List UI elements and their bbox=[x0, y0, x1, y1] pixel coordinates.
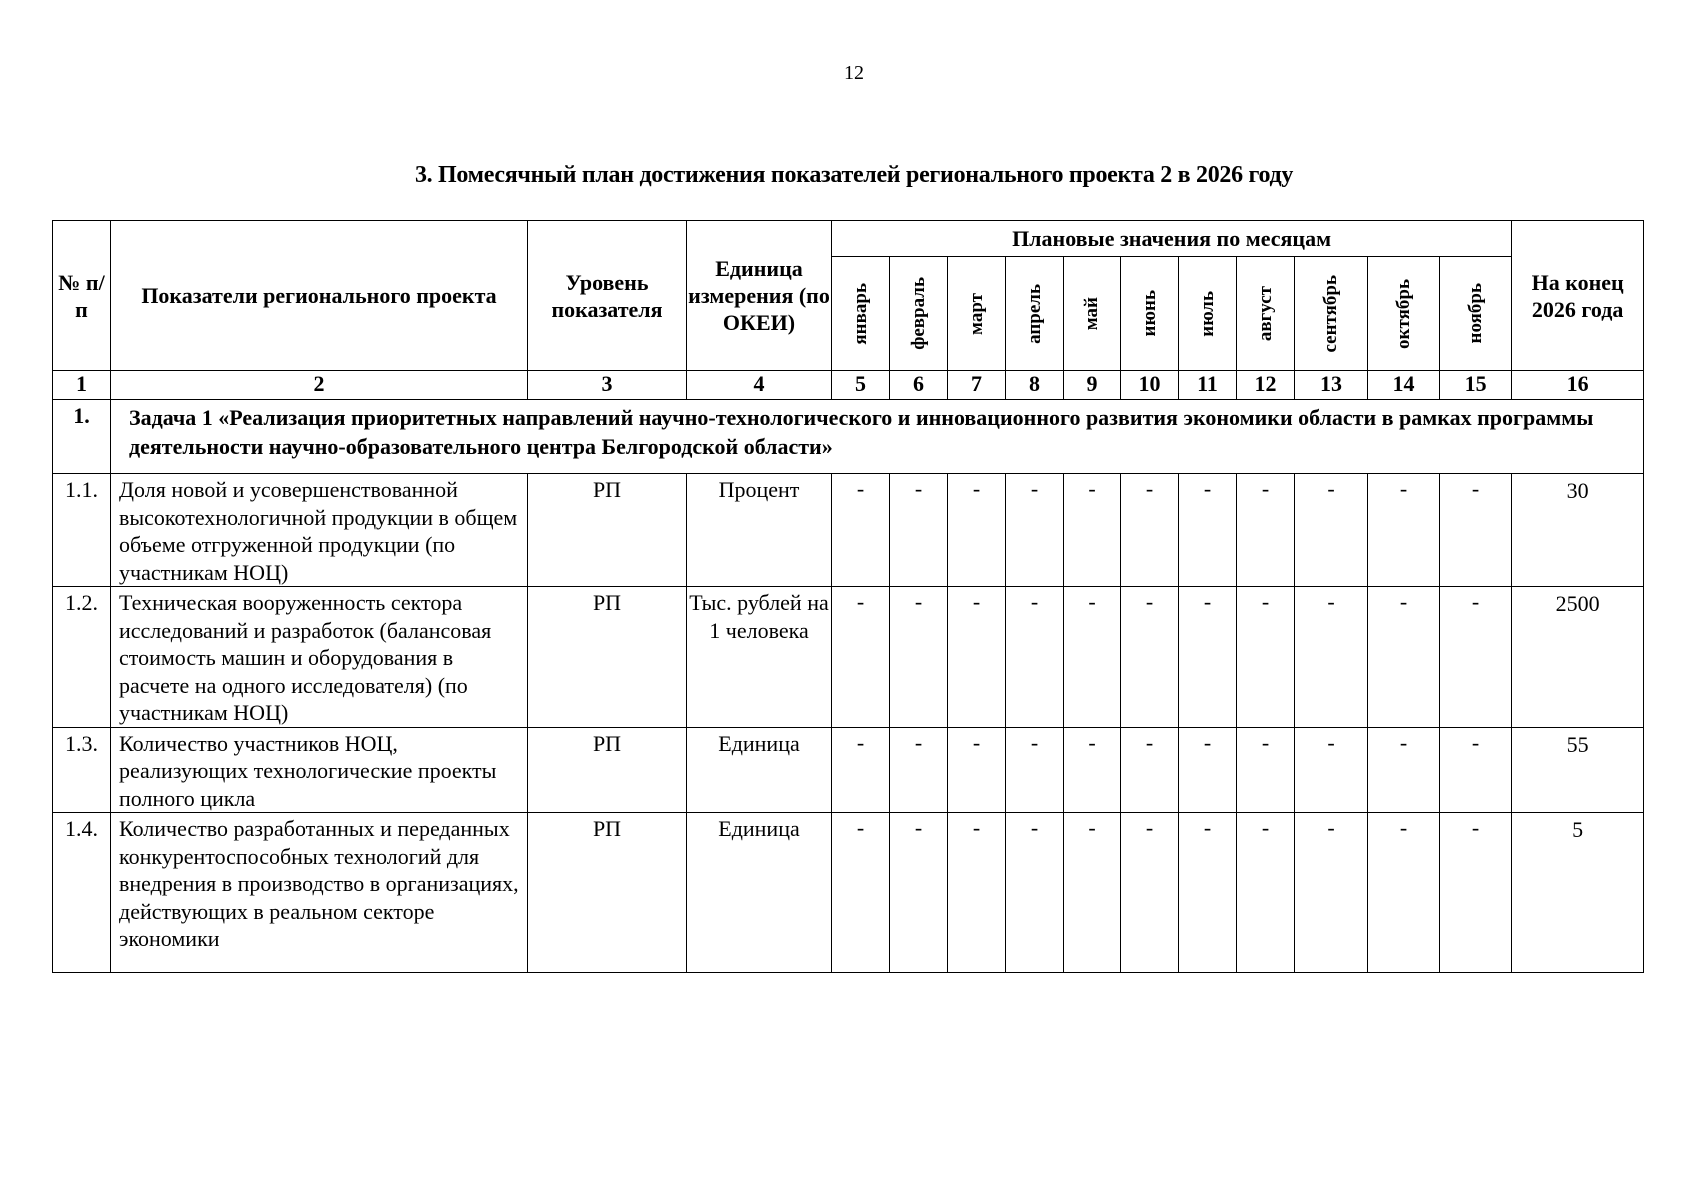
column-number: 3 bbox=[528, 371, 687, 400]
column-number: 6 bbox=[890, 371, 948, 400]
header-number: № п/п bbox=[53, 221, 111, 371]
column-numbers-row bbox=[53, 371, 1644, 400]
month-value: - bbox=[832, 587, 890, 728]
page-number: 12 bbox=[844, 62, 864, 84]
month-value: - bbox=[1006, 813, 1064, 973]
row-index: 1.2. bbox=[53, 587, 111, 728]
table-row bbox=[53, 587, 1644, 728]
month-value: - bbox=[890, 727, 948, 813]
end-of-year-value: 5 bbox=[1512, 813, 1644, 973]
month-value: - bbox=[1121, 813, 1179, 973]
row-index: 1.1. bbox=[53, 474, 111, 587]
month-value: - bbox=[1237, 587, 1295, 728]
indicator-level: РП bbox=[528, 813, 687, 973]
row-index: 1.4. bbox=[53, 813, 111, 973]
header-end-of-year: На конец 2026 года bbox=[1512, 221, 1644, 371]
month-value: - bbox=[1368, 474, 1440, 587]
indicator-unit: Единица bbox=[687, 813, 832, 973]
month-value: - bbox=[1121, 474, 1179, 587]
indicator-rows bbox=[53, 474, 1644, 973]
header-planned-values: Плановые значения по месяцам bbox=[832, 221, 1512, 257]
header-month bbox=[1064, 257, 1121, 371]
column-number: 2 bbox=[111, 371, 528, 400]
header-month bbox=[1179, 257, 1237, 371]
header-month bbox=[832, 257, 890, 371]
month-value: - bbox=[1006, 727, 1064, 813]
month-value: - bbox=[1179, 727, 1237, 813]
end-of-year-value: 30 bbox=[1512, 474, 1644, 587]
header-month bbox=[1121, 257, 1179, 371]
month-value: - bbox=[1006, 587, 1064, 728]
month-label: февраль bbox=[907, 277, 929, 350]
header-month bbox=[1006, 257, 1064, 371]
task-number: 1. bbox=[53, 400, 111, 474]
header-row-top bbox=[53, 221, 1644, 257]
month-label: сентябрь bbox=[1320, 274, 1341, 353]
month-value: - bbox=[832, 474, 890, 587]
column-number: 4 bbox=[687, 371, 832, 400]
header-level: Уровень показателя bbox=[528, 221, 687, 371]
month-value: - bbox=[948, 813, 1006, 973]
end-of-year-value: 55 bbox=[1512, 727, 1644, 813]
month-label: ноябрь bbox=[1464, 283, 1486, 344]
month-value: - bbox=[1179, 474, 1237, 587]
column-number: 15 bbox=[1440, 371, 1512, 400]
indicator-unit: Процент bbox=[687, 474, 832, 587]
month-value: - bbox=[1440, 727, 1512, 813]
header-month bbox=[1368, 257, 1440, 371]
month-value: - bbox=[1237, 474, 1295, 587]
column-number: 16 bbox=[1512, 371, 1644, 400]
month-label: январь bbox=[849, 282, 871, 345]
month-value: - bbox=[832, 813, 890, 973]
table-row bbox=[53, 813, 1644, 973]
column-number: 7 bbox=[948, 371, 1006, 400]
month-value: - bbox=[948, 474, 1006, 587]
header-month bbox=[890, 257, 948, 371]
indicator-name: Доля новой и усовершенствованной высокотехнологичной продукции в общем объеме отгруженной продукции (по участникам НОЦ) bbox=[111, 474, 528, 587]
month-value: - bbox=[890, 813, 948, 973]
column-number: 12 bbox=[1237, 371, 1295, 400]
indicator-name: Количество разработанных и переданных конкурентоспособных технологий для внедрения в производство в организациях, действующих в реальном секторе экономики bbox=[111, 813, 528, 973]
month-value: - bbox=[948, 727, 1006, 813]
header-month bbox=[948, 257, 1006, 371]
month-label: октябрь bbox=[1392, 278, 1414, 349]
month-value: - bbox=[1368, 727, 1440, 813]
column-number: 10 bbox=[1121, 371, 1179, 400]
header-month bbox=[1237, 257, 1295, 371]
table-row bbox=[53, 727, 1644, 813]
column-number: 14 bbox=[1368, 371, 1440, 400]
indicator-name: Количество участников НОЦ, реализующих технологические проекты полного цикла bbox=[111, 727, 528, 813]
month-value: - bbox=[1440, 813, 1512, 973]
month-value: - bbox=[1121, 587, 1179, 728]
month-value: - bbox=[1368, 587, 1440, 728]
month-value: - bbox=[832, 727, 890, 813]
indicator-level: РП bbox=[528, 474, 687, 587]
column-number: 8 bbox=[1006, 371, 1064, 400]
column-number: 11 bbox=[1179, 371, 1237, 400]
column-number: 1 bbox=[53, 371, 111, 400]
indicator-level: РП bbox=[528, 587, 687, 728]
monthly-plan-table bbox=[52, 220, 1644, 973]
month-label: апрель bbox=[1023, 283, 1045, 344]
row-index: 1.3. bbox=[53, 727, 111, 813]
month-value: - bbox=[1237, 813, 1295, 973]
header-month bbox=[1295, 257, 1368, 371]
month-value: - bbox=[890, 587, 948, 728]
month-value: - bbox=[948, 587, 1006, 728]
month-value: - bbox=[1064, 727, 1121, 813]
month-value: - bbox=[1368, 813, 1440, 973]
table-row bbox=[53, 474, 1644, 587]
task-row bbox=[53, 400, 1644, 474]
month-label: август bbox=[1254, 285, 1276, 342]
column-number: 9 bbox=[1064, 371, 1121, 400]
document-title: 3. Помесячный план достижения показателей регионального проекта 2 в 2026 году bbox=[414, 162, 1294, 188]
month-label: июль bbox=[1196, 290, 1218, 337]
header-unit: Единица измерения (по ОКЕИ) bbox=[687, 221, 832, 371]
month-value: - bbox=[1295, 587, 1368, 728]
header-month bbox=[1440, 257, 1512, 371]
column-number: 13 bbox=[1295, 371, 1368, 400]
task-description: Задача 1 «Реализация приоритетных направлений научно-технологического и инновационного развития экономики области в рамках программы деятельности научно-образовательного центра Белгородской области» bbox=[111, 400, 1644, 474]
month-value: - bbox=[1064, 587, 1121, 728]
indicator-unit: Единица bbox=[687, 727, 832, 813]
end-of-year-value: 2500 bbox=[1512, 587, 1644, 728]
month-value: - bbox=[1179, 813, 1237, 973]
month-value: - bbox=[1064, 474, 1121, 587]
month-value: - bbox=[1295, 474, 1368, 587]
header-indicator: Показатели регионального проекта bbox=[111, 221, 528, 371]
month-value: - bbox=[1064, 813, 1121, 973]
month-value: - bbox=[1179, 587, 1237, 728]
indicator-name: Техническая вооруженность сектора исследований и разработок (балансовая стоимость машин и оборудования в расчете на одного исследователя) (по участникам НОЦ) bbox=[111, 587, 528, 728]
month-value: - bbox=[1295, 727, 1368, 813]
month-value: - bbox=[1006, 474, 1064, 587]
indicator-level: РП bbox=[528, 727, 687, 813]
month-value: - bbox=[1440, 587, 1512, 728]
month-value: - bbox=[1237, 727, 1295, 813]
column-number: 5 bbox=[832, 371, 890, 400]
month-value: - bbox=[1295, 813, 1368, 973]
month-label: май bbox=[1081, 296, 1102, 331]
month-value: - bbox=[890, 474, 948, 587]
indicator-unit: Тыс. рублей на 1 человека bbox=[687, 587, 832, 728]
month-value: - bbox=[1440, 474, 1512, 587]
month-label: июнь bbox=[1138, 290, 1160, 337]
month-label: март bbox=[965, 292, 987, 335]
month-value: - bbox=[1121, 727, 1179, 813]
